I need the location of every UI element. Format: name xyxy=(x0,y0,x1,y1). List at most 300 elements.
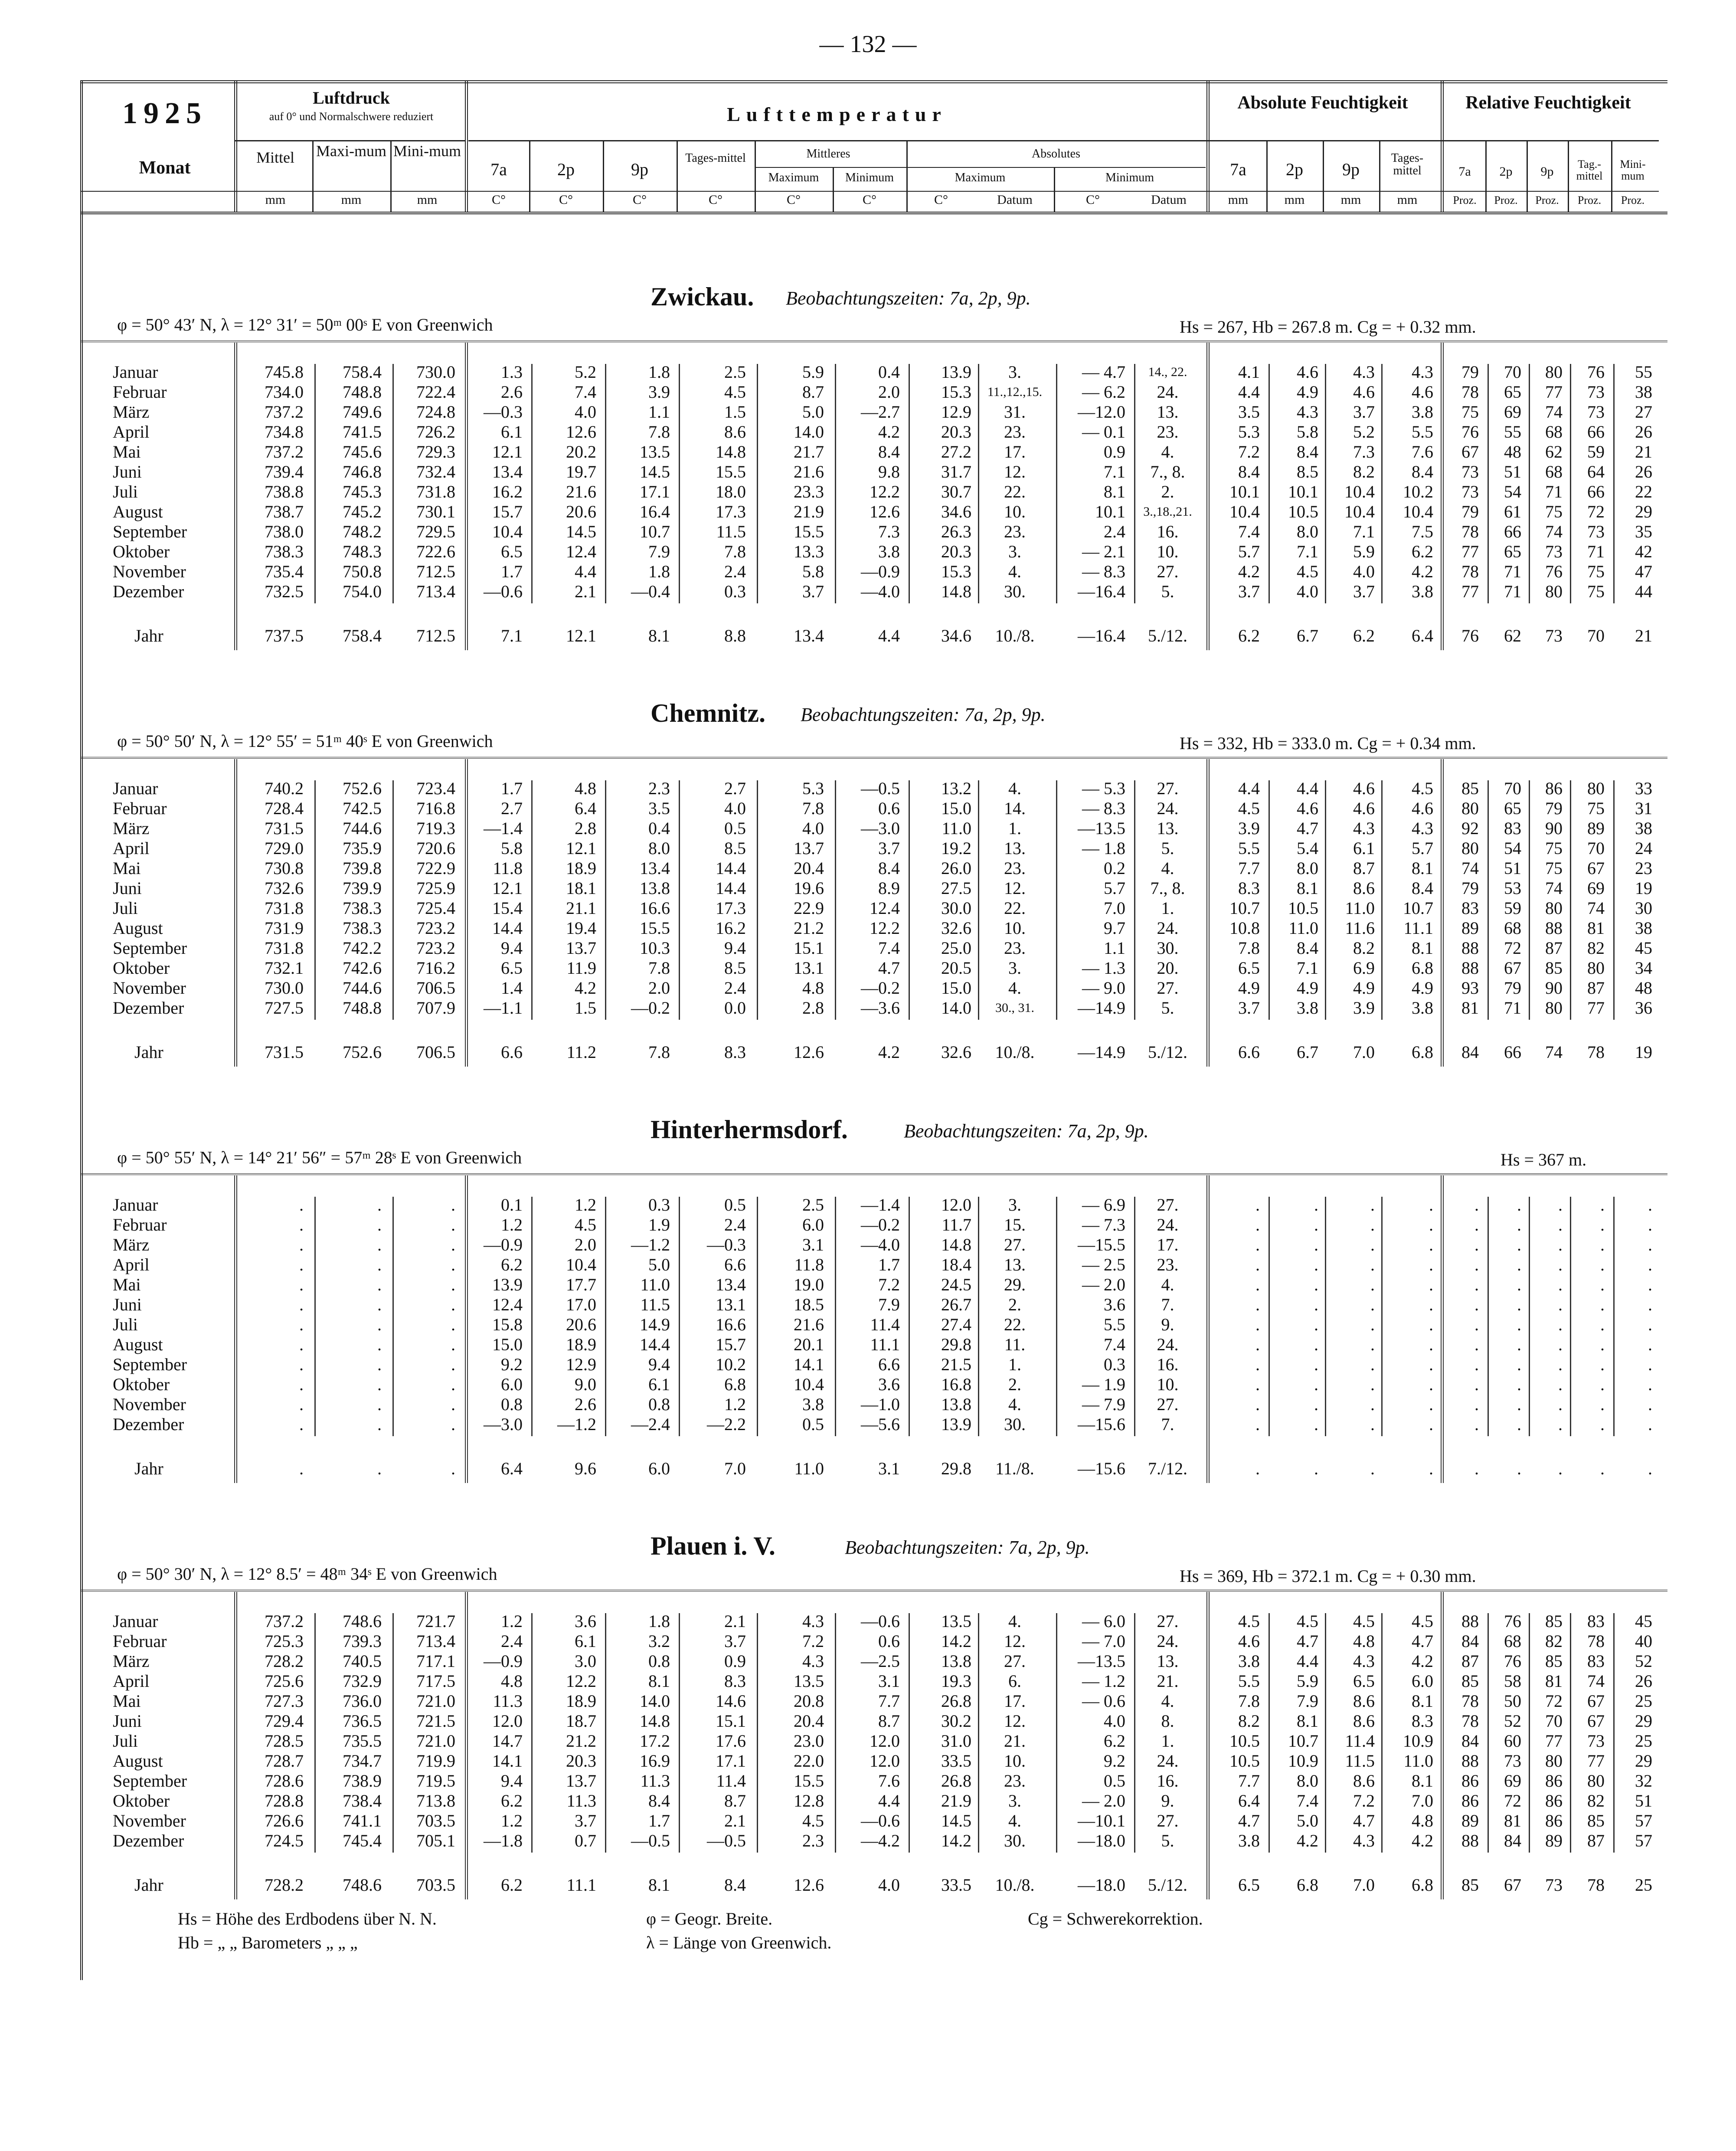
value-cell: 713.4 xyxy=(416,582,455,601)
value-cell: . xyxy=(451,1315,455,1334)
value-cell: 4.4 xyxy=(1297,779,1318,798)
value-cell: 5.4 xyxy=(1297,838,1318,858)
value-cell: 716.8 xyxy=(416,799,455,818)
value-cell: 15.0 xyxy=(492,1335,523,1354)
value-cell: 24 xyxy=(1635,838,1652,858)
value-cell: 728.4 xyxy=(265,799,304,818)
header-divider xyxy=(234,80,237,212)
month-cell: Dezember xyxy=(113,998,184,1018)
value-cell: 6.9 xyxy=(1353,958,1375,978)
value-cell: 723.2 xyxy=(416,918,455,938)
month-cell: Februar xyxy=(113,1631,167,1651)
value-cell: 1.7 xyxy=(878,1255,900,1274)
value-cell: 79 xyxy=(1504,978,1521,998)
value-cell: 71 xyxy=(1504,582,1521,601)
value-cell: 6.6 xyxy=(501,1042,523,1062)
value-cell: 78 xyxy=(1461,1711,1479,1731)
value-cell: 0.8 xyxy=(501,1395,523,1414)
value-cell: 81 xyxy=(1504,1811,1521,1830)
value-cell: . xyxy=(377,1195,382,1215)
value-cell: 6.4 xyxy=(1412,626,1433,645)
value-cell: —14.9 xyxy=(1078,998,1125,1018)
value-cell: 10./8. xyxy=(995,1042,1035,1062)
value-cell: 5./12. xyxy=(1148,1875,1188,1895)
value-cell: 29 xyxy=(1635,1711,1652,1731)
value-cell: 730.0 xyxy=(265,978,304,998)
value-cell: 88 xyxy=(1461,938,1479,958)
value-cell: 4.3 xyxy=(1353,1651,1375,1671)
value-cell: 11.,12.,15. xyxy=(987,385,1043,399)
value-cell: . xyxy=(1600,1395,1605,1414)
value-cell: 16. xyxy=(1157,1771,1179,1791)
value-cell: 745.3 xyxy=(343,482,382,501)
value-cell: 705.1 xyxy=(416,1831,455,1850)
value-cell: 712.5 xyxy=(416,626,455,645)
value-cell: 729.4 xyxy=(265,1711,304,1731)
absolute-feuchtigkeit-header: Absolute Feuchtigkeit xyxy=(1237,93,1408,113)
month-cell: September xyxy=(113,938,187,958)
value-cell: . xyxy=(1474,1414,1479,1434)
table-row xyxy=(0,1355,1736,1375)
value-cell: 29. xyxy=(1004,1275,1026,1294)
value-cell: 87 xyxy=(1587,1831,1605,1850)
value-cell: 80 xyxy=(1545,898,1563,918)
value-cell: . xyxy=(1517,1215,1521,1234)
value-cell: 11.5 xyxy=(716,522,746,541)
month-cell: Februar xyxy=(113,799,167,818)
value-cell: 3.8 xyxy=(802,1395,824,1414)
value-cell: . xyxy=(1255,1295,1260,1314)
value-cell: 8.4 xyxy=(1297,938,1318,958)
value-cell: 15.5 xyxy=(640,918,670,938)
value-cell: . xyxy=(1370,1414,1375,1434)
value-cell: 70 xyxy=(1545,1711,1563,1731)
value-cell: 4.9 xyxy=(1238,978,1260,998)
value-cell: 15.3 xyxy=(941,382,971,402)
value-cell: 66 xyxy=(1587,482,1605,501)
value-cell: 31. xyxy=(1004,402,1026,422)
value-cell: 26.8 xyxy=(941,1771,971,1791)
value-cell: 13. xyxy=(1157,818,1179,838)
value-cell: 5.9 xyxy=(1297,1671,1318,1691)
value-cell: 16.8 xyxy=(941,1375,971,1394)
value-cell: 8.1 xyxy=(1412,1771,1433,1791)
value-cell: 66 xyxy=(1587,422,1605,442)
value-cell: . xyxy=(1370,1255,1375,1274)
value-cell: 3.6 xyxy=(1104,1295,1125,1314)
value-cell: 748.6 xyxy=(343,1611,382,1631)
month-cell: Mai xyxy=(113,442,141,462)
value-cell: 21 xyxy=(1635,442,1652,462)
unit-mm: mm xyxy=(341,193,362,207)
value-cell: 31.0 xyxy=(941,1731,971,1751)
value-cell: 10.3 xyxy=(640,938,670,958)
value-cell: 9. xyxy=(1161,1315,1174,1334)
value-cell: 7.2 xyxy=(1238,442,1260,462)
value-cell: 83 xyxy=(1587,1651,1605,1671)
month-cell: März xyxy=(113,1651,150,1671)
value-cell: 11.1 xyxy=(870,1335,900,1354)
value-cell: —0.2 xyxy=(631,998,670,1018)
value-cell: —1.4 xyxy=(484,818,523,838)
value-cell: 20.3 xyxy=(941,422,971,442)
value-cell: 82 xyxy=(1545,1631,1563,1651)
value-cell: 3.2 xyxy=(648,1631,670,1651)
section-rule xyxy=(80,1590,1667,1591)
value-cell: 2.7 xyxy=(501,799,523,818)
value-cell: 82 xyxy=(1587,1791,1605,1811)
value-cell: 19.0 xyxy=(794,1275,824,1294)
value-cell: 24. xyxy=(1157,382,1179,402)
value-cell: 3.5 xyxy=(648,799,670,818)
table-row xyxy=(0,402,1736,422)
value-cell: 2.4 xyxy=(1104,522,1125,541)
value-cell: 26.8 xyxy=(941,1691,971,1711)
value-cell: . xyxy=(451,1335,455,1354)
station-coordinates: φ = 50° 55′ N, λ = 14° 21′ 56″ = 57ᵐ 28ˢ E von Greenwich xyxy=(117,1148,522,1167)
value-cell: 13.5 xyxy=(794,1671,824,1691)
month-cell: Februar xyxy=(113,1215,167,1234)
value-cell: . xyxy=(1600,1275,1605,1294)
value-cell: 731.5 xyxy=(265,818,304,838)
value-cell: 7.9 xyxy=(648,542,670,561)
value-cell: 75 xyxy=(1545,858,1563,878)
month-cell: März xyxy=(113,402,150,422)
value-cell: . xyxy=(451,1355,455,1374)
value-cell: 13.8 xyxy=(941,1651,971,1671)
month-cell: Juli xyxy=(113,1315,138,1334)
value-cell: 4.7 xyxy=(1297,818,1318,838)
unit-deg: C° xyxy=(786,193,801,207)
value-cell: — 4.7 xyxy=(1082,362,1125,382)
value-cell: 7.8 xyxy=(802,799,824,818)
value-cell: 70 xyxy=(1587,626,1605,645)
value-cell: 27. xyxy=(1157,1195,1179,1215)
value-cell: 11. xyxy=(1004,1335,1026,1354)
value-cell: 13.5 xyxy=(640,442,670,462)
value-cell: 73 xyxy=(1587,382,1605,402)
month-cell: Juni xyxy=(113,1295,142,1314)
value-cell: 34 xyxy=(1635,958,1652,978)
value-cell: 59 xyxy=(1587,442,1605,462)
value-cell: 77 xyxy=(1587,1751,1605,1771)
value-cell: . xyxy=(1648,1275,1652,1294)
value-cell: . xyxy=(1648,1255,1652,1274)
value-cell: — 2.1 xyxy=(1082,542,1125,561)
value-cell: 7.4 xyxy=(1297,1791,1318,1811)
header-divider xyxy=(529,141,530,212)
value-cell: 11.9 xyxy=(566,958,596,978)
month-cell: Oktober xyxy=(113,1375,170,1394)
station-name: Plauen i. V. xyxy=(651,1532,775,1560)
value-cell: . xyxy=(1474,1255,1479,1274)
value-cell: 14.8 xyxy=(716,442,746,462)
value-cell: . xyxy=(1648,1395,1652,1414)
value-cell: 5.9 xyxy=(1353,542,1375,561)
value-cell: 55 xyxy=(1635,362,1652,382)
value-cell: . xyxy=(1429,1315,1433,1334)
value-cell: 730.8 xyxy=(265,858,304,878)
value-cell: 21.9 xyxy=(941,1791,971,1811)
value-cell: 84 xyxy=(1461,1631,1479,1651)
value-cell: 24. xyxy=(1157,918,1179,938)
value-cell: 1.2 xyxy=(501,1811,523,1830)
value-cell: . xyxy=(451,1459,455,1478)
value-cell: 85 xyxy=(1587,1811,1605,1830)
value-cell: 35 xyxy=(1635,522,1652,541)
value-cell: 68 xyxy=(1545,462,1563,481)
value-cell: 735.9 xyxy=(343,838,382,858)
table-row xyxy=(0,1811,1736,1831)
value-cell: 19.6 xyxy=(794,878,824,898)
value-cell: 30. xyxy=(1157,938,1179,958)
value-cell: 24.5 xyxy=(941,1275,971,1294)
value-cell: 3.7 xyxy=(1353,582,1375,601)
value-cell: 7.7 xyxy=(1238,858,1260,878)
value-cell: 8.1 xyxy=(648,1875,670,1895)
value-cell: . xyxy=(1600,1295,1605,1314)
value-cell: 17. xyxy=(1157,1235,1179,1254)
value-cell: 745.2 xyxy=(343,502,382,521)
value-cell: . xyxy=(1558,1375,1563,1394)
value-cell: 734.7 xyxy=(343,1751,382,1771)
value-cell: 5.7 xyxy=(1238,542,1260,561)
value-cell: 67 xyxy=(1587,1711,1605,1731)
table-row xyxy=(0,442,1736,462)
value-cell: 12.6 xyxy=(870,502,900,521)
value-cell: 72 xyxy=(1587,502,1605,521)
unit-mm: mm xyxy=(1340,193,1361,207)
value-cell: 10.4 xyxy=(1403,502,1433,521)
value-cell: 721.7 xyxy=(416,1611,455,1631)
value-cell: 12.0 xyxy=(870,1731,900,1751)
value-cell: 728.7 xyxy=(265,1751,304,1771)
value-cell: 88 xyxy=(1461,1611,1479,1631)
value-cell: . xyxy=(1517,1395,1521,1414)
value-cell: 14.2 xyxy=(941,1631,971,1651)
value-cell: 11.3 xyxy=(493,1691,523,1711)
value-cell: 82 xyxy=(1587,938,1605,958)
value-cell: 14.0 xyxy=(640,1691,670,1711)
value-cell: 720.6 xyxy=(416,838,455,858)
value-cell: 1.7 xyxy=(501,562,523,581)
table-row xyxy=(0,918,1736,938)
rf-7a-header: 7a xyxy=(1458,164,1471,179)
month-cell: Dezember xyxy=(113,1414,184,1434)
value-cell: 12.4 xyxy=(870,898,900,918)
value-cell: 8.0 xyxy=(1297,858,1318,878)
value-cell: 17.1 xyxy=(640,482,670,501)
value-cell: 8.6 xyxy=(1353,878,1375,898)
value-cell: 6.2 xyxy=(1353,626,1375,645)
value-cell: 77 xyxy=(1461,542,1479,561)
header-divider xyxy=(1323,141,1324,212)
value-cell: 4.6 xyxy=(1297,362,1318,382)
value-cell: 727.3 xyxy=(265,1691,304,1711)
value-cell: 4.7 xyxy=(1238,1811,1260,1830)
value-cell: 721.5 xyxy=(416,1711,455,1731)
value-cell: . xyxy=(377,1414,382,1434)
value-cell: 21.6 xyxy=(794,1315,824,1334)
value-cell: . xyxy=(1314,1195,1318,1215)
value-cell: 723.2 xyxy=(416,938,455,958)
unit-deg: C° xyxy=(559,193,573,207)
value-cell: . xyxy=(1517,1235,1521,1254)
value-cell: 2.3 xyxy=(802,1831,824,1850)
value-cell: . xyxy=(1255,1355,1260,1374)
value-cell: 67 xyxy=(1587,858,1605,878)
value-cell: 22.0 xyxy=(794,1751,824,1771)
value-cell: 84 xyxy=(1461,1042,1479,1062)
value-cell: 11.0 xyxy=(1403,1751,1433,1771)
value-cell: 9.2 xyxy=(1104,1751,1125,1771)
value-cell: . xyxy=(1255,1335,1260,1354)
value-cell: 0.5 xyxy=(802,1414,824,1434)
value-cell: . xyxy=(299,1215,304,1234)
value-cell: . xyxy=(1517,1275,1521,1294)
value-cell: 12. xyxy=(1004,1631,1026,1651)
value-cell: 4.2 xyxy=(1238,562,1260,581)
value-cell: 0.4 xyxy=(878,362,900,382)
value-cell: . xyxy=(1558,1195,1563,1215)
value-cell: 14.0 xyxy=(941,998,971,1018)
station-heights: Hs = 332, Hb = 333.0 m. Cg = + 0.34 mm. xyxy=(1180,733,1476,753)
value-cell: 0.9 xyxy=(1104,442,1125,462)
value-cell: . xyxy=(1648,1459,1652,1478)
value-cell: . xyxy=(1474,1275,1479,1294)
value-cell: 9.0 xyxy=(575,1375,596,1394)
value-cell: . xyxy=(1517,1355,1521,1374)
value-cell: 3.7 xyxy=(1238,998,1260,1018)
value-cell: 5.0 xyxy=(648,1255,670,1274)
table-row xyxy=(0,582,1736,602)
value-cell: 748.3 xyxy=(343,542,382,561)
value-cell: 7.8 xyxy=(1238,1691,1260,1711)
value-cell: . xyxy=(1370,1459,1375,1478)
value-cell: 744.6 xyxy=(343,818,382,838)
value-cell: 7.3 xyxy=(878,522,900,541)
value-cell: 3.1 xyxy=(802,1235,824,1254)
value-cell: 4.7 xyxy=(1297,1631,1318,1651)
value-cell: 74 xyxy=(1587,898,1605,918)
header-divider xyxy=(1527,141,1528,212)
table-row xyxy=(0,482,1736,502)
relative-feuchtigkeit-header: Relative Feuchtigkeit xyxy=(1465,93,1631,113)
value-cell: —4.0 xyxy=(861,582,900,601)
value-cell: 724.8 xyxy=(416,402,455,422)
value-cell: 87 xyxy=(1587,978,1605,998)
value-cell: 752.6 xyxy=(343,779,382,798)
value-cell: 48 xyxy=(1635,978,1652,998)
value-cell: — 1.3 xyxy=(1082,958,1125,978)
value-cell: 12.0 xyxy=(870,1751,900,1771)
value-cell: 21.2 xyxy=(566,1731,596,1751)
month-cell: Jahr xyxy=(134,626,163,645)
value-cell: . xyxy=(1314,1295,1318,1314)
month-cell: Juli xyxy=(113,482,138,501)
value-cell: 83 xyxy=(1461,898,1479,918)
value-cell: 7., 8. xyxy=(1150,878,1185,898)
value-cell: —4.0 xyxy=(861,1235,900,1254)
value-cell: . xyxy=(1558,1355,1563,1374)
table-row xyxy=(0,799,1736,818)
value-cell: 8.7 xyxy=(878,1711,900,1731)
value-cell: 13.7 xyxy=(566,938,596,958)
value-cell: 4. xyxy=(1161,1691,1174,1711)
value-cell: 11.4 xyxy=(716,1771,746,1791)
value-cell: 14.5 xyxy=(941,1811,971,1830)
value-cell: 10.1 xyxy=(1229,482,1260,501)
value-cell: 3. xyxy=(1008,1195,1021,1215)
table-row xyxy=(0,462,1736,482)
value-cell: 83 xyxy=(1587,1611,1605,1631)
value-cell: 78 xyxy=(1587,1875,1605,1895)
month-cell: Oktober xyxy=(113,1791,170,1811)
value-cell: 6.8 xyxy=(1412,1875,1433,1895)
value-cell: 73 xyxy=(1545,1875,1563,1895)
value-cell: 4. xyxy=(1161,442,1174,462)
value-cell: 26.7 xyxy=(941,1295,971,1314)
unit-datum: Datum xyxy=(997,193,1033,207)
header-divider xyxy=(1485,141,1487,212)
value-cell: 20.8 xyxy=(794,1691,824,1711)
value-cell: 1. xyxy=(1161,1731,1174,1751)
value-cell: 21.9 xyxy=(794,502,824,521)
value-cell: 14.4 xyxy=(640,1335,670,1354)
value-cell: . xyxy=(1370,1335,1375,1354)
month-cell: Juli xyxy=(113,1731,138,1751)
value-cell: 6.1 xyxy=(575,1631,596,1651)
value-cell: 8.1 xyxy=(648,626,670,645)
value-cell: 11.0 xyxy=(640,1275,670,1294)
value-cell: 722.6 xyxy=(416,542,455,561)
month-cell: Juli xyxy=(113,898,138,918)
value-cell: 726.6 xyxy=(265,1811,304,1830)
value-cell: 15.3 xyxy=(941,562,971,581)
value-cell: 4.5 xyxy=(575,1215,596,1234)
value-cell: . xyxy=(451,1375,455,1394)
value-cell: 758.4 xyxy=(343,362,382,382)
month-cell: August xyxy=(113,918,163,938)
value-cell: 0.4 xyxy=(648,818,670,838)
value-cell: 85 xyxy=(1461,779,1479,798)
value-cell: . xyxy=(299,1395,304,1414)
table-row xyxy=(0,1731,1736,1751)
value-cell: —0.6 xyxy=(861,1811,900,1830)
value-cell: 4.3 xyxy=(1353,818,1375,838)
value-cell: . xyxy=(1314,1355,1318,1374)
value-cell: 8.7 xyxy=(1353,858,1375,878)
value-cell: 10.4 xyxy=(794,1375,824,1394)
value-cell: 732.1 xyxy=(265,958,304,978)
value-cell: 6.5 xyxy=(1353,1671,1375,1691)
value-cell: —1.1 xyxy=(484,998,523,1018)
value-cell: . xyxy=(377,1375,382,1394)
value-cell: 7.6 xyxy=(1412,442,1433,462)
value-cell: 4.4 xyxy=(1297,1651,1318,1671)
value-cell: 30.7 xyxy=(941,482,971,501)
value-cell: — 6.2 xyxy=(1082,382,1125,402)
value-cell: 11.6 xyxy=(1345,918,1375,938)
value-cell: 8.2 xyxy=(1353,462,1375,481)
luftdruck-subheader: auf 0° und Normalschwere reduziert xyxy=(269,110,434,123)
value-cell: 81 xyxy=(1545,1671,1563,1691)
value-cell: . xyxy=(1370,1395,1375,1414)
header-divider xyxy=(390,141,392,212)
page-number: — 132 — xyxy=(819,31,917,58)
value-cell: . xyxy=(1474,1355,1479,1374)
value-cell: 17.2 xyxy=(640,1731,670,1751)
